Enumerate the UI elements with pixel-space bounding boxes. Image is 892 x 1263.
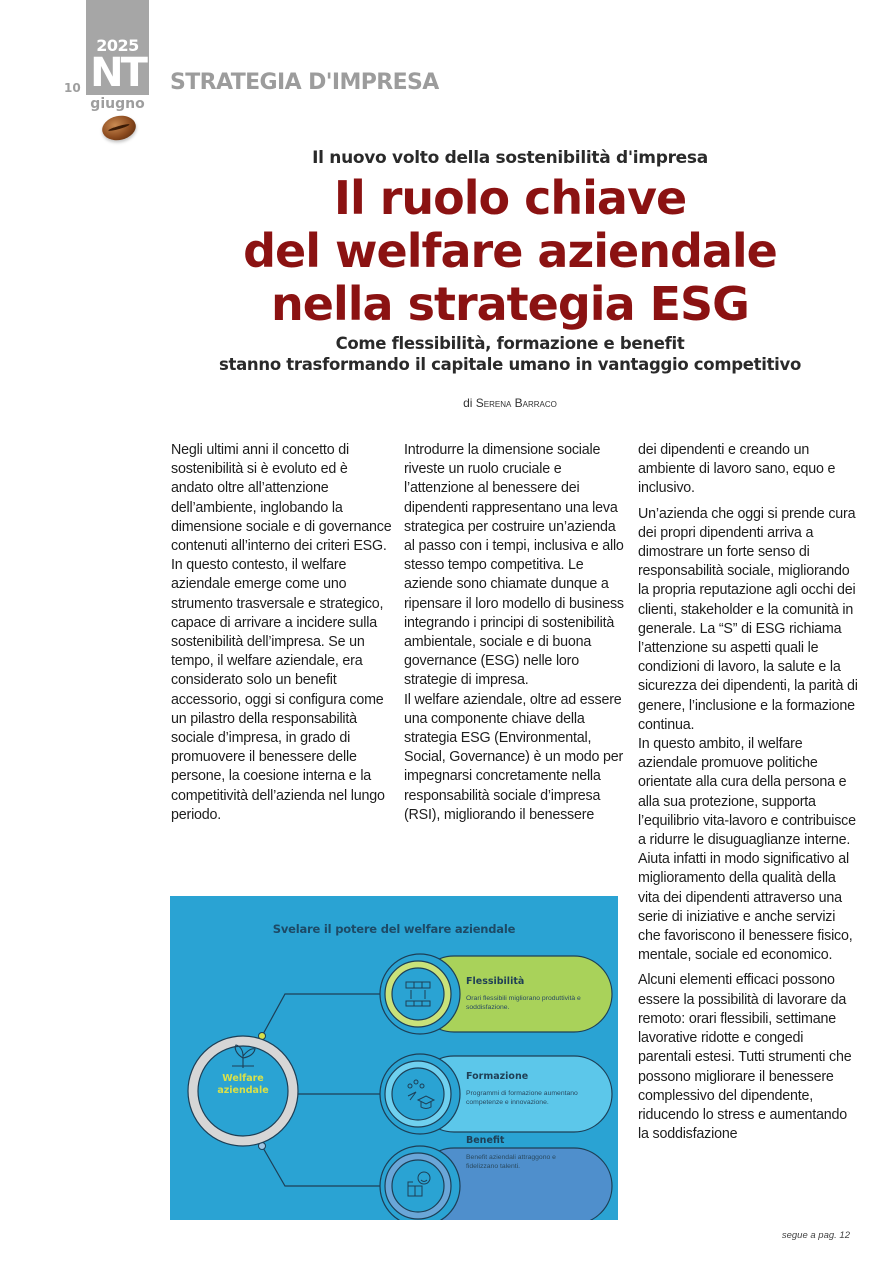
issue-year: 2025 [96, 36, 139, 55]
hub-label-line: Welfare [222, 1073, 264, 1084]
subhead-line: Come flessibilità, formazione e benefit [335, 334, 685, 353]
infographic-diagram [170, 896, 618, 1220]
paragraph: dei dipendenti e creando un ambiente di lavoro sano, equo e inclusivo. [638, 442, 836, 497]
coffee-bean-icon [100, 113, 138, 144]
paragraph: Negli ultimi anni il concetto di sostenibilità si è evoluto ed è andato oltre all’attenzione dell’ambiente, inglobando la dimensione sociale e di governance contenuti all’interno dei criteri ESG. In questo contesto, il welfare aziendale emerge come uno strumento trasversale e strategico, capace di arrivare a incidere sulla sostenibilità dell’impresa. Se un tempo, il welfare aziendale, era considerato solo un benefit accessorio, oggi si configura come un pilastro della responsabilità sociale d’impresa, in grado di promuovere il benessere delle persone, la coesione interna e la competitività dell’azienda nel lungo periodo. [171, 442, 392, 823]
continued-note: segue a pag. 12 [781, 1230, 850, 1241]
page-number: 10 [64, 81, 81, 95]
magazine-logo: NT [90, 50, 145, 96]
issue-month: giugno [90, 96, 145, 112]
byline [0, 396, 892, 410]
connector-line [262, 1146, 386, 1186]
headline-line: del welfare aziendale [243, 224, 777, 278]
paragraph: Introdurre la dimensione sociale riveste un ruolo cruciale e l’attenzione al benessere dei dipendenti rappresentano una leva strategica per costruire un’azienda al passo con i tempi, inclusiva e allo stesso tempo competitiva. Le aziende sono chiamate dunque a ripensare il loro modello di business integrando i principi di sostenibilità ambientale, sociale e di buona governance (ESG) nelle loro strategie di impresa. [404, 442, 624, 689]
paragraph: In questo ambito, il welfare aziendale promuove politiche orientate alla cura della persona e alla sua protezione, supporta l’equilibrio vita-lavoro e contribuisce a ridurre le disuguaglianze interne. Aiuta infatti in modo significativo al miglioramento della qualità della vita dei dipendenti attraverso una serie di iniziative e anche servizi che favoriscono il benessere fisico, mentale, sociale ed economico. [638, 736, 856, 964]
infographic-title: Svelare il potere del welfare aziendale [272, 922, 516, 936]
item-title-flessibilita: Flessibilità [466, 976, 525, 987]
item-desc-formazione: Programmi di formazione aumentano competenze e innovazione. [466, 1090, 578, 1106]
article-kicker: Il nuovo volto della sostenibilità d'impresa [312, 148, 708, 168]
item-title-formazione: Formazione [466, 1071, 529, 1082]
pill-ring [392, 1068, 444, 1120]
item-desc-flessibilita: Orari flessibili migliorano produttività e soddisfazione. [466, 995, 581, 1011]
body-column-2 [404, 441, 626, 829]
infographic [170, 896, 618, 1220]
connector-line [262, 994, 386, 1036]
body-column-3 [638, 441, 860, 1148]
paragraph: Alcuni elementi efficaci possono essere la possibilità di lavorare da remoto: orari flessibili, settimane lavorative ridotte e congedi parentali estesi. Tutti strumenti che possono migliorare il benessere complessivo del dipendente, riducendo lo stress e aumentando la soddisfazione [638, 972, 852, 1143]
pill-ring [392, 968, 444, 1020]
subhead-line: stanno trasformando il capitale umano in vantaggio competitivo [218, 355, 801, 374]
item-desc-benefit: Benefit aziendali attraggono e fidelizzano talenti. [466, 1154, 556, 1170]
hub-label-line: aziendale [217, 1085, 269, 1096]
paragraph: Un’azienda che oggi si prende cura dei propri dipendenti arriva a dimostrare un forte senso di responsabilità sociale, migliorando la propria reputazione agli occhi dei clienti, stakeholder e la comunità in generale. La “S” di ESG richiama l’attenzione su aspetti quali le condizioni di lavoro, la salute e la sicurezza dei dipendenti, la parità di genere, l’inclusione e la formazione continua. [638, 505, 858, 733]
byline-prefix: di [463, 396, 473, 410]
author-name: Serena Barraco [475, 396, 557, 410]
headline-line: nella strategia ESG [271, 277, 749, 331]
body-column-1 [171, 441, 393, 829]
article-subhead [200, 333, 820, 375]
section-label: STRATEGIA D'IMPRESA [170, 70, 439, 95]
headline-line: Il ruolo chiave [333, 171, 687, 225]
paragraph: Il welfare aziendale, oltre ad essere una componente chiave della strategia ESG (Environmental, Social, Governance) è un modo per impegnarsi concretamente nella responsabilità sociale d’impresa (RSI), migliorando il benessere [404, 691, 624, 823]
item-title-benefit: Benefit [466, 1135, 505, 1146]
article-headline [200, 172, 820, 331]
hub-label [200, 1073, 286, 1097]
